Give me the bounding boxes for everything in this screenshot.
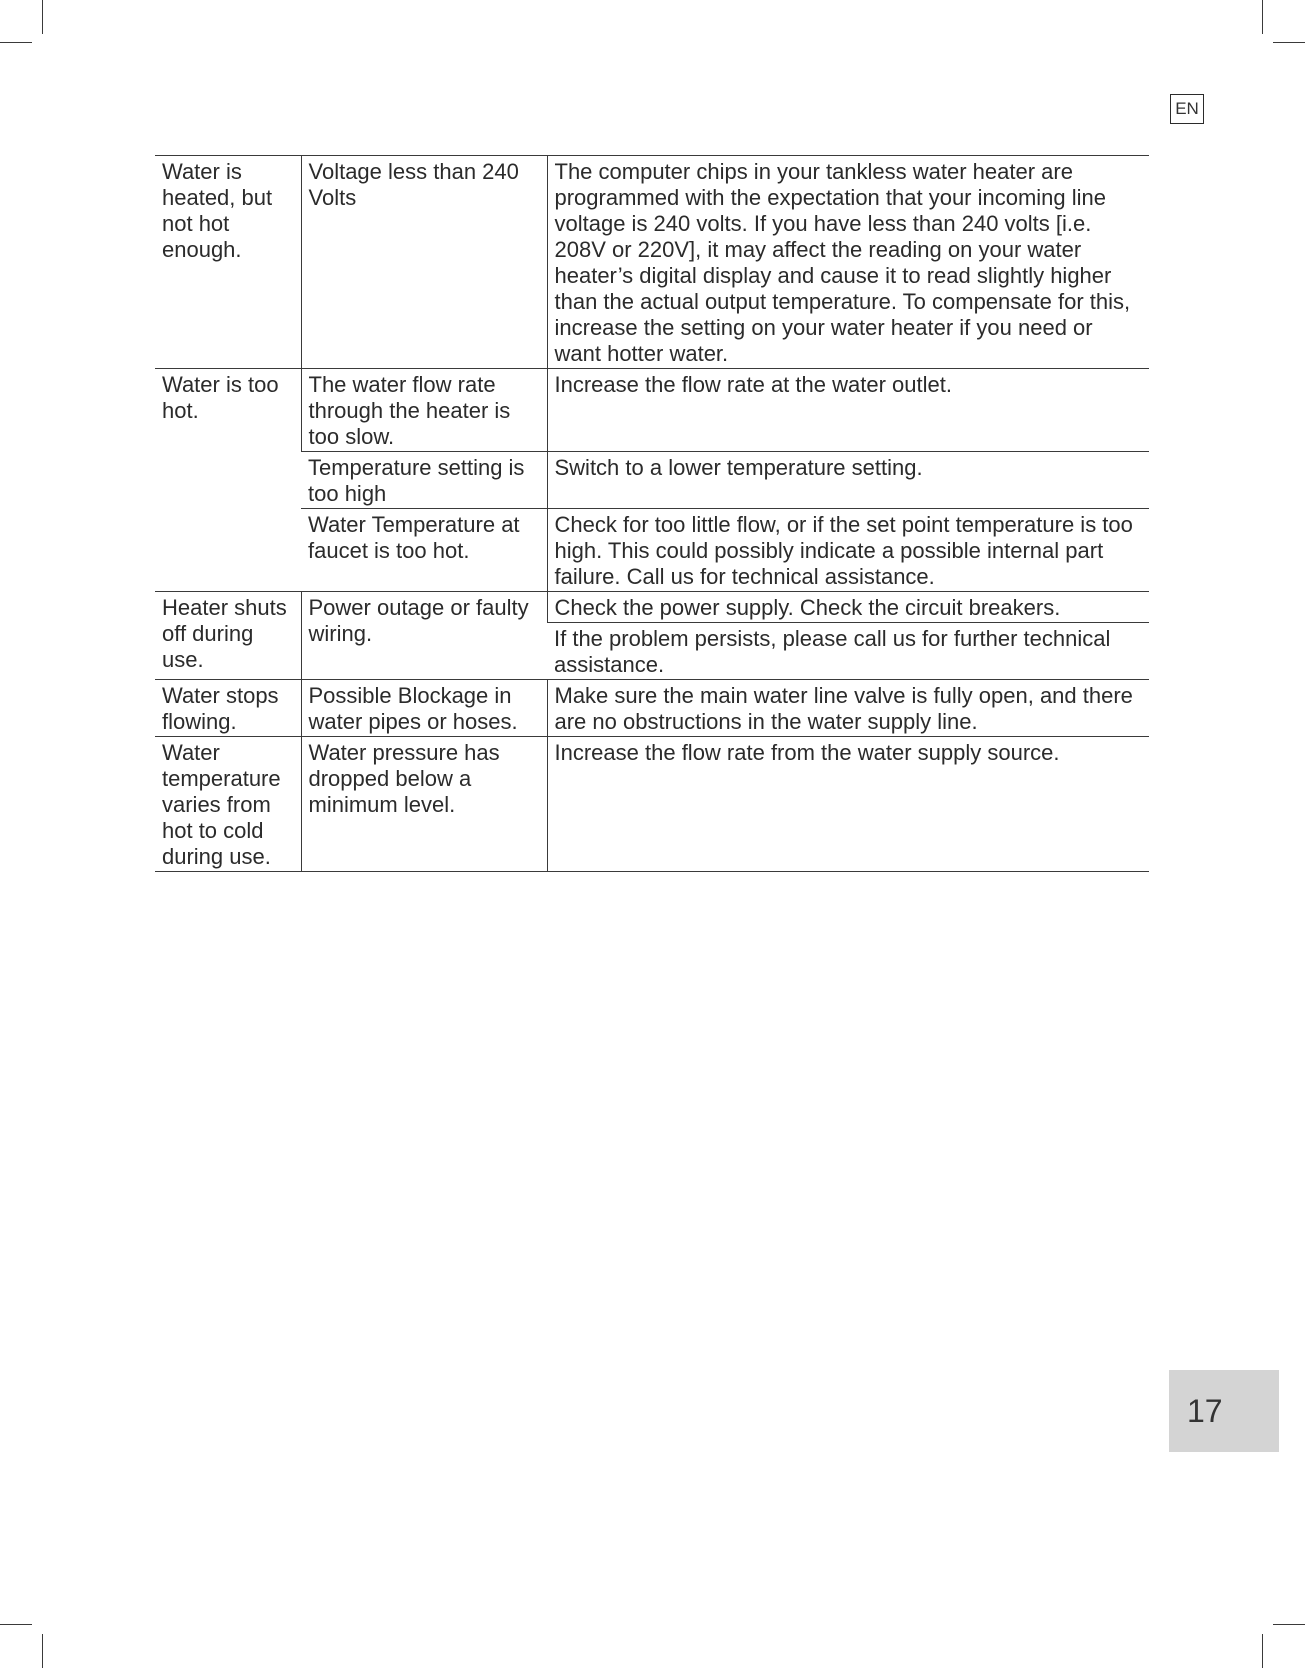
table-row <box>155 369 1149 452</box>
table-row <box>155 509 1149 592</box>
cause-cell: Voltage less than 240 Volts <box>301 156 547 369</box>
cause-cell: Temperature setting is too high <box>301 452 547 509</box>
crop-mark-top-right-horizontal <box>1273 42 1305 43</box>
page-number: 17 <box>1169 1370 1279 1452</box>
language-badge: EN <box>1170 94 1204 124</box>
table-row <box>155 452 1149 509</box>
solution-cell: Increase the flow rate from the water supply source. <box>547 737 1149 872</box>
solution-cell: Increase the flow rate at the water outlet. <box>547 369 1149 452</box>
crop-mark-top-left-vertical <box>42 0 43 34</box>
table-row <box>155 156 1149 369</box>
solution-cell: Check for too little flow, or if the set point temperature is too high. This could possibly indicate a possible internal part failure. Call us for technical assistance. <box>547 509 1149 592</box>
table-row <box>155 680 1149 737</box>
table-row <box>155 737 1149 872</box>
problem-cell: Water stops flowing. <box>155 680 301 737</box>
solution-cell: The computer chips in your tankless water heater are programmed with the expectation that your incoming line voltage is 240 volts. If you have less than 240 volts [i.e. 208V or 220V], it may affect the reading on your water heater’s digital display and cause it to read slightly higher than the actual output temperature. To compensate for this, increase the setting on your water heater if you need or want hotter water. <box>547 156 1149 369</box>
cause-cell: The water flow rate through the heater is too slow. <box>301 369 547 452</box>
crop-mark-top-left-horizontal <box>0 42 32 43</box>
solution-cell: Switch to a lower temperature setting. <box>547 452 1149 509</box>
crop-mark-bottom-left-vertical <box>42 1634 43 1668</box>
table-row <box>155 592 1149 623</box>
crop-mark-bottom-right-vertical <box>1262 1634 1263 1668</box>
cause-cell: Water Temperature at faucet is too hot. <box>301 509 547 592</box>
crop-mark-bottom-right-horizontal <box>1273 1624 1305 1625</box>
cause-cell: Possible Blockage in water pipes or hoses. <box>301 680 547 737</box>
solution-cell: Check the power supply. Check the circuit breakers. <box>547 592 1149 623</box>
crop-mark-top-right-vertical <box>1262 0 1263 34</box>
troubleshooting-table <box>155 155 1149 872</box>
troubleshooting-table-body <box>155 156 1149 872</box>
solution-cell: If the problem persists, please call us for further technical assistance. <box>547 623 1149 680</box>
problem-cell: Heater shuts off during use. <box>155 592 301 680</box>
crop-mark-bottom-left-horizontal <box>0 1624 32 1625</box>
cause-cell: Water pressure has dropped below a minimum level. <box>301 737 547 872</box>
problem-cell: Water is heated, but not hot enough. <box>155 156 301 369</box>
solution-cell: Make sure the main water line valve is fully open, and there are no obstructions in the water supply line. <box>547 680 1149 737</box>
problem-cell: Water temperature varies from hot to cold during use. <box>155 737 301 872</box>
cause-cell: Power outage or faulty wiring. <box>301 592 547 680</box>
problem-cell: Water is too hot. <box>155 369 301 592</box>
